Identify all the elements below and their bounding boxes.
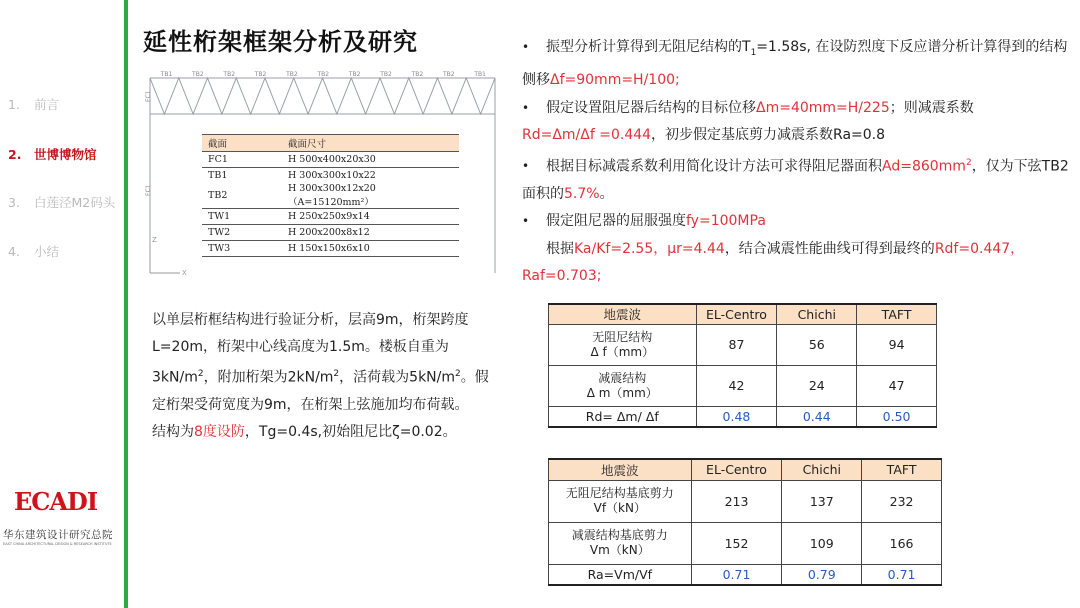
table-row: 减震结构 Δ m（mm） 42 24 47 [549, 365, 937, 406]
table-row: TB1 H 300x300x10x22 [202, 168, 459, 184]
truss-chord-label: TB2 [254, 71, 267, 78]
ecadi-logo: ECADI [14, 487, 98, 516]
table-row: TW2 H 200x200x8x12 [202, 225, 459, 241]
table-row: 无阻尼结构 Δ f（mm） 87 56 94 [549, 324, 937, 365]
bullet-item-final-result: 根据Ka/Kf=2.55，μr=4.44，结合减震性能曲线可得到最终的Rdf=0.447， Raf=0.703; [522, 240, 1025, 285]
axis-x-label: X [182, 269, 187, 277]
table-row: Rd= Δm/ Δf 0.48 0.44 0.50 [549, 406, 937, 427]
base-shear-result-table [548, 458, 942, 586]
truss-chord-label: TB1 [160, 71, 173, 78]
nav-item-summary[interactable]: 4. 小结 [8, 244, 60, 259]
table-header: 地震波 EL-Centro Chichi TAFT [549, 304, 937, 324]
table-row: TB2 H 300x300x12x20（A=15120mm²） [208, 183, 376, 208]
table-row: TW1 H 250x250x9x14 [202, 209, 459, 225]
truss-chord-label: TB2 [380, 71, 392, 78]
nav-item-bailianjing-wharf[interactable]: 3. 白莲泾M2码头 [8, 195, 116, 210]
analysis-description [152, 307, 492, 446]
axis-z-label: Z [152, 236, 157, 244]
column-label-top: FC1 [145, 90, 152, 102]
displacement-result-table [548, 303, 937, 428]
bullet-list [522, 34, 1072, 291]
logo-english-name: EAST CHINA ARCHITECTURAL DESIGN & RESEARCH INSTITUTE [3, 542, 112, 546]
nav-item-expo-museum[interactable]: 2. 世博博物馆 [8, 147, 97, 162]
section-size-table [202, 134, 459, 257]
sidebar-divider [124, 0, 128, 608]
table-row: FC1 H 500x400x20x30 [202, 152, 459, 168]
bullet-item-modal-analysis: • 振型分析计算得到无阻尼结构的$T_1=1.58s$, 在设防烈度下反应谱分析计算得到的结构侧移Δf=90mm=H/100; [522, 39, 1068, 89]
truss-chord-label: TB2 [286, 71, 298, 78]
table-row: TW3 H 150x150x6x10 [202, 241, 459, 257]
sidebar-nav [0, 0, 124, 608]
nav-item-foreword[interactable]: 1. 前言 [8, 97, 60, 112]
seismic-fortification-line: 结构为8度设防，Tg=0.4s,初始阻尼比ζ=0.02。 [152, 423, 457, 440]
logo-chinese-name: 华东建筑设计研究总院 [3, 529, 113, 541]
table-header: 地震波 EL-Centro Chichi TAFT [549, 459, 942, 480]
bullet-item-damper-area: • 根据目标减震系数利用简化设计方法可求得阻尼器面积$Ad=860mm^2$，仅为下弦TB2面积的5.7%。 [522, 157, 1069, 202]
truss-chord-label: TB1 [474, 71, 486, 78]
section-table-header: 截面 截面尺寸 [202, 135, 459, 152]
truss-chord-label: TB2 [442, 71, 455, 78]
truss-chord-label: TB2 [223, 71, 236, 78]
page-title: 延性桁架框架分析及研究 [143, 28, 418, 56]
truss-chord-label: TB2 [348, 71, 361, 78]
truss-chord-label: TB2 [192, 71, 204, 78]
truss-chord-label: TB2 [317, 71, 330, 78]
table-row: 减震结构基底剪力 Vm（kN） 152 109 166 [549, 522, 942, 564]
table-row: 无阻尼结构基底剪力 Vf（kN） 213 137 232 [549, 480, 942, 522]
column-label-bottom: FC1 [145, 184, 152, 196]
bullet-item-target-displacement: • 假定设置阻尼器后结构的目标位移Δm=40mm=H/225；则减震系数 Rd=Δm/Δf =0.444，初步假定基底剪力减震系数Ra=0.8 [522, 99, 974, 144]
description-paragraph: 以单层桁框结构进行验证分析，层高9m，桁架跨度L=20m，桁架中心线高度为1.5m。楼板自重为$3kN/m^2$，附加桁架为$2kN/m^2$，活荷载为$5kN/m^2$。假定桁架受荷宽度为9m，在桁架上弦施加均布荷载。 [152, 312, 489, 413]
truss-chord-label: TB2 [411, 71, 424, 78]
table-row: Ra=Vm/Vf 0.71 0.79 0.71 [549, 564, 942, 585]
bullet-item-yield-strength: • 假定阻尼器的屈服强度fy=100MPa [522, 213, 766, 230]
